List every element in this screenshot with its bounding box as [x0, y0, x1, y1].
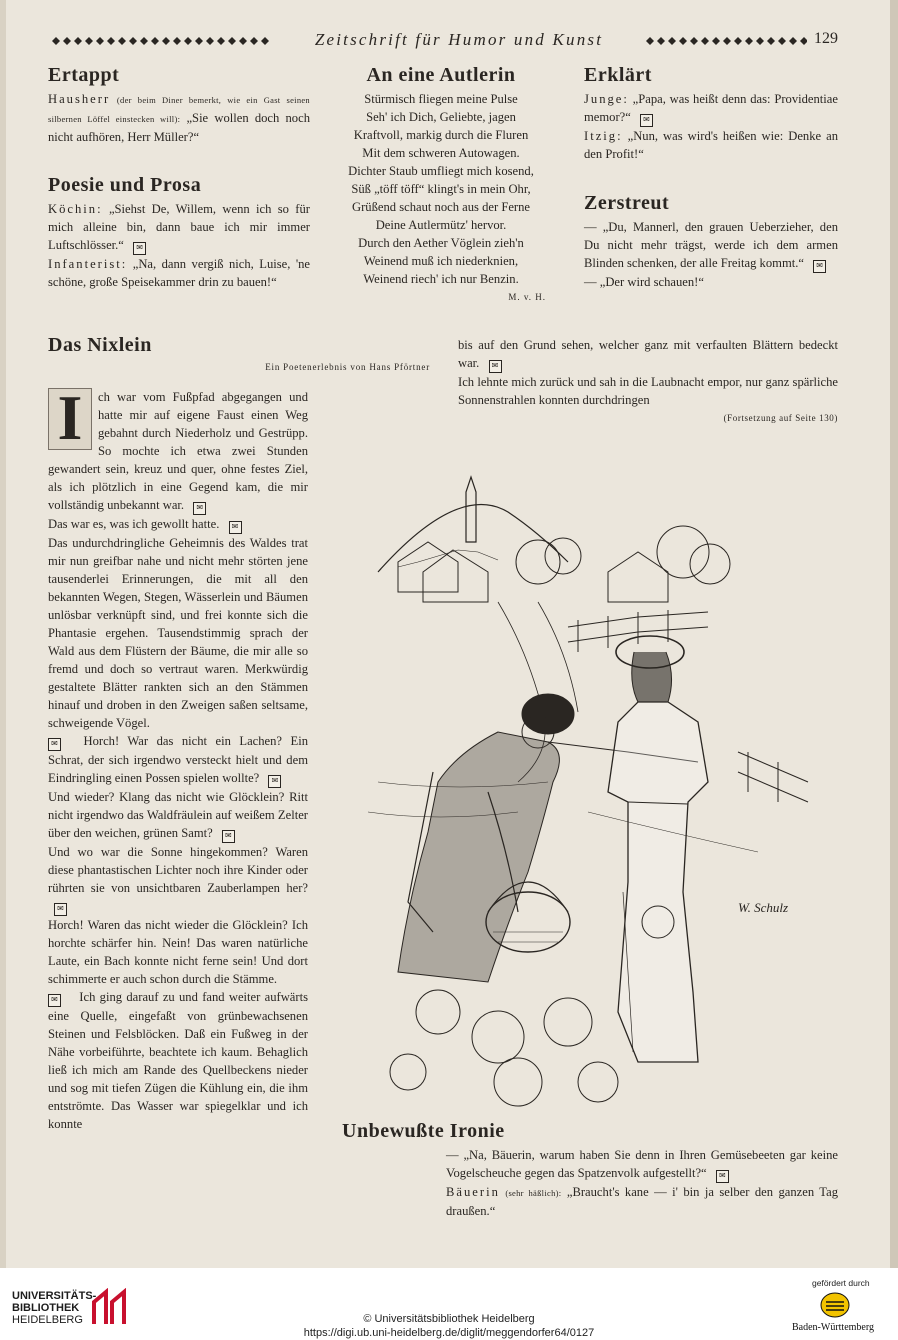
nixlein-column-1 [48, 382, 309, 1133]
funded-by-label: gefördert durch [812, 1278, 870, 1288]
ornament-diamond [173, 37, 181, 45]
ertappt-heading: Ertappt [48, 64, 120, 86]
nixlein-paragraph-7: Horch! Waren das nicht wieder die Glöcklein? Ich horchte schärfer hin. Nein! Das waren natürliche Laute, ein Bach konnte nicht ferne sein! Und dort schimmerte er auch schon durch die Stämme. [48, 918, 308, 986]
poem-lines [326, 90, 556, 288]
poesie-heading: Poesie und Prosa [48, 174, 202, 196]
ornament-diamond [206, 37, 214, 45]
ornament-diamond [745, 37, 753, 45]
ornament-mark-icon: ✉ [48, 738, 61, 751]
ornament-diamond [657, 37, 665, 45]
ornament-diamond [756, 37, 764, 45]
ornament-diamond [250, 37, 258, 45]
page-header [48, 30, 838, 54]
ironie-line-1: — „Na, Bäuerin, warum haben Sie denn in Ihren Gemüsebeeten gar keine Vogelscheuche gegen das Spatzenvolk aufgestellt?“ [446, 1148, 838, 1180]
zerstreut-line-2: — „Der wird schauen!“ [584, 275, 704, 289]
ornament-diamond [712, 37, 720, 45]
ornament-diamond [668, 37, 676, 45]
poem-line: Stürmisch fliegen meine Pulse [364, 92, 518, 106]
nixlein-paragraph-4: Horch! War das nicht ein Lachen? Ein Schrat, der sich irgendwo versteckt hielt und dem Eindringling einen Possen spielen wollte? [48, 734, 309, 785]
ornament-diamond [129, 37, 137, 45]
poem-line: Weinend muß ich niederknien, [363, 254, 519, 268]
ornament-diamond [151, 37, 159, 45]
header-ornament-right [642, 35, 807, 47]
ironie-block [342, 1122, 838, 1220]
erklaert-speaker-2: Itzig: [584, 129, 623, 143]
ornament-diamond [184, 37, 192, 45]
ornament-mark-icon: ✉ [193, 502, 206, 515]
poesie-speaker-2: Infanterist: [48, 257, 128, 271]
ornament-diamond [85, 37, 93, 45]
baden-wuerttemberg-lions-logo [820, 1292, 850, 1318]
zerstreut-heading: Zerstreut [584, 192, 670, 214]
ornament-mark-icon: ✉ [813, 260, 826, 273]
funder-name: Baden-Württemberg [792, 1322, 875, 1333]
ironie-line-2: „Braucht's kane — i' bin ja selber den ganzen Tag draußen.“ [446, 1185, 839, 1218]
autlerin-heading: An eine Autlerin [366, 64, 516, 86]
poem-line: Dichter Staub umfliegt mich kosend, [348, 164, 534, 178]
poem-signature: M. v. H. [508, 292, 546, 302]
ornament-mark-icon: ✉ [54, 903, 67, 916]
ornament-diamond [96, 37, 104, 45]
ornament-diamond [74, 37, 82, 45]
nixlein-heading: Das Nixlein [48, 334, 152, 356]
poem-line: Grüßend schaut noch aus der Ferne [351, 200, 530, 214]
ornament-diamond [734, 37, 742, 45]
ironie-speaker: Bäuerin [446, 1185, 500, 1199]
ornament-mark-icon: ✉ [133, 242, 146, 255]
ornament-diamond [800, 37, 807, 45]
poesie-block [48, 176, 310, 291]
ertappt-stage-direction: (der beim Diner bemerkt, wie ein Gast seinen silbernen Löffel einstecken will): [48, 95, 310, 124]
ornament-diamond [239, 37, 247, 45]
ornament-diamond [679, 37, 687, 45]
ornament-diamond [140, 37, 148, 45]
ornament-diamond [195, 37, 203, 45]
ornament-diamond [228, 37, 236, 45]
nixlein-paragraph-3: Das undurchdringliche Geheimnis des Waldes trat mir nun greifbar nahe und nicht mehr störten jene tausenderlei Erinnerungen, die mit all den bekannten Wegen, Stegen, Wässerlein und Bäumen unlösbar verknüpft sind, und frei konnte sich die Phantasie ergehen. Tausendstimmig sprach der Wald aus dem Flüstern der Bäume, die mir alle so fremd und doch so vertraut waren. Merkwürdig gestaltete Blätter rankten sich an den Stämmen hinauf und droben in den Zweigen saßen seltsame, schweigende Vögel. [48, 536, 308, 730]
ornament-diamond [778, 37, 786, 45]
ornament-diamond [52, 37, 60, 45]
nixlein-paragraph-1: ch war vom Fußpfad abgegangen und hatte mir auf eigene Faust einen Weg gebahnt durch Niederholz und Gestrüpp. So mochte ich etwa zwei Stunden gewandert sein, kreuz und quer, ohne festes Ziel, als ich plötzlich in eine Gegend kam, die mir vollständig unbekannt war. [48, 390, 308, 512]
illustration-farm-women [338, 452, 828, 1122]
ornament-diamond [107, 37, 115, 45]
copyright-notice: © Universitätsbibliothek Heidelberg [363, 1313, 535, 1325]
poem-line: Kraftvoll, markig durch die Fluren [353, 128, 529, 142]
poesie-speaker-1: Köchin: [48, 202, 103, 216]
erklaert-heading: Erklärt [584, 64, 652, 86]
zerstreut-line-1: — „Du, Mannerl, den grauen Ueberzieher, den Du nicht mehr trägst, werde ich dem armen Blinden schenken, der alle Freitag kommt.“ [584, 220, 838, 270]
page-number: 129 [814, 30, 838, 47]
ornament-diamond [690, 37, 698, 45]
ornament-diamond [261, 37, 269, 45]
ertappt-block [48, 66, 310, 146]
library-name-line-2: BIBLIOTHEK [12, 1302, 80, 1314]
ornament-diamond [701, 37, 709, 45]
ornament-mark-icon: ✉ [229, 521, 242, 534]
drop-cap-initial: I [48, 388, 92, 450]
ertappt-line: „Sie wollen doch noch nicht aufhören, Herr Müller?“ [48, 111, 310, 144]
ornament-mark-icon: ✉ [268, 775, 281, 788]
ironie-stage-direction: (sehr häßlich): [505, 1188, 562, 1198]
erklaert-line-1: „Papa, was heißt denn das: Providentiae memor?“ [584, 92, 838, 124]
library-name-line-1: UNIVERSITÄTS- [12, 1290, 97, 1302]
ironie-heading: Unbewußte Ironie [342, 1120, 505, 1142]
zerstreut-block [584, 194, 838, 291]
poem-line: Deine Autlermütz' hervor. [375, 218, 507, 232]
poem-line: Durch den Aether Vöglein zieh'n [358, 236, 524, 250]
erklaert-block [584, 66, 838, 163]
library-name-line-3: HEIDELBERG [12, 1314, 83, 1326]
nixlein-title-block [48, 336, 430, 376]
ornament-mark-icon: ✉ [640, 114, 653, 127]
ertappt-speaker: Hausherr [48, 92, 111, 106]
ornament-diamond [646, 37, 654, 45]
ornament-mark-icon: ✉ [489, 360, 502, 373]
ornament-diamond [217, 37, 225, 45]
erklaert-line-2: „Nun, was wird's heißen wie: Denke an den Profit!“ [584, 129, 838, 161]
ornament-diamond [162, 37, 170, 45]
poem-line: Süß „töff töff“ klingt's in mein Ohr, [351, 182, 531, 196]
nixlein-paragraph-6: Und wo war die Sonne hingekommen? Waren diese phantastischen Lichter noch ihre Kinder oder rührten sie von unsichtbaren Zauberlampen her? [48, 845, 308, 895]
ornament-diamond [723, 37, 731, 45]
nixlein-paragraph-5: Und wieder? Klang das nicht wie Glöcklein? Ritt nicht irgendwo das Waldfräulein auf weißem Zelter über den weichen, grünen Samt? [48, 790, 308, 840]
scan-edge-left [0, 0, 6, 1268]
ornament-diamond [789, 37, 797, 45]
ornament-mark-icon: ✉ [716, 1170, 729, 1183]
poesie-line-1: „Siehst De, Willem, wenn ich so für mich alleine bin, dann baue ich mir immer Luftschlösser.“ [48, 202, 310, 252]
continued-note: (Fortsetzung auf Seite 130) [723, 413, 838, 423]
ornament-diamond [63, 37, 71, 45]
ornament-diamond [118, 37, 126, 45]
scan-edge-right [890, 0, 898, 1268]
erklaert-speaker-1: Junge: [584, 92, 629, 106]
nixlein-byline: Ein Poetenerlebnis von Hans Pförtner [265, 362, 430, 372]
poem-line: Mit dem schweren Autowagen. [362, 146, 520, 160]
autlerin-poem [326, 66, 556, 306]
ornament-diamond [767, 37, 775, 45]
artist-signature: W. Schulz [738, 900, 789, 915]
poem-line: Weinend riech' ich nur Benzin. [363, 272, 519, 286]
page-url[interactable]: https://digi.ub.uni-heidelberg.de/diglit/meggendorfer64/0127 [303, 1327, 595, 1339]
journal-title: Zeitschrift für Humor und Kunst [314, 30, 604, 49]
header-ornament-left [48, 35, 276, 47]
poem-line: Seh' ich Dich, Geliebte, jagen [366, 110, 516, 124]
nixlein-column-2 [458, 336, 838, 427]
nixlein-continuation-2: Ich lehnte mich zurück und sah in die Laubnacht empor, nur ganz spärliche Sonnenstrahlen konnten durchdringen [458, 375, 838, 407]
poesie-line-2: „Na, dann vergiß nich, Luise, 'ne schöne, große Speisekammer drin zu bauen!“ [48, 257, 310, 289]
nixlein-paragraph-8: Ich ging darauf zu und fand weiter aufwärts eine Quelle, eingefaßt von grünbewachsenen Steinen und Felsblöcken. Daß ein Fußweg in der Nähe vorbeiführte, beachtete ich kaum. Behaglich ließ ich mich am Rande des Quellbeckens nieder und sog mit tiefen Zügen die Kühlung ein, die ihm entströmte. Das Wasser war spiegelklar und ich konnte [48, 990, 308, 1131]
nixlein-paragraph-2: Das war es, was ich gewollt hatte. [48, 517, 220, 531]
nixlein-continuation-1: bis auf den Grund sehen, welcher ganz mit verfaulten Blättern bedeckt war. [458, 338, 838, 370]
ornament-mark-icon: ✉ [222, 830, 235, 843]
ornament-mark-icon: ✉ [48, 994, 61, 1007]
